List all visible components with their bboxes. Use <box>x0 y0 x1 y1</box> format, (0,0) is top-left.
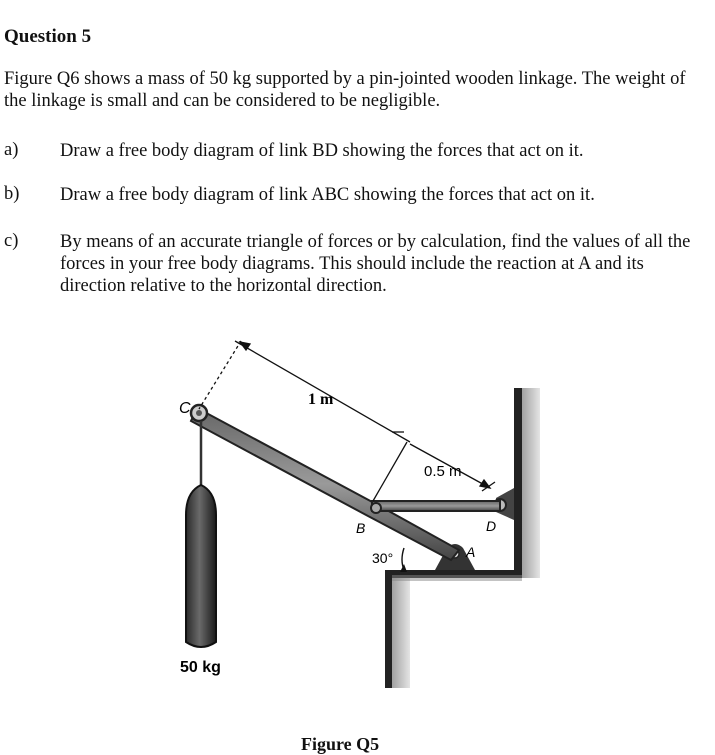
question-intro: Figure Q6 shows a mass of 50 kg supported by a pin-jointed wooden linkage. The weight of the linkage is small and can be considered to be negligible. <box>4 69 686 111</box>
label-angle: 30° <box>372 550 394 566</box>
part-b-text: Draw a free body diagram of link ABC showing the forces that act on it. <box>60 185 595 205</box>
label-mass: 50 kg <box>180 659 221 676</box>
question-heading: Question 5 <box>4 26 92 47</box>
label-point-b: B <box>356 520 366 536</box>
joint-b <box>371 503 381 513</box>
part-c-label: c) <box>4 231 19 251</box>
link-abc <box>191 408 459 560</box>
label-point-a: A <box>466 544 476 560</box>
label-dim-1m: 1 m <box>308 391 334 408</box>
label-point-c: C <box>179 400 191 417</box>
part-b-label: b) <box>4 184 20 204</box>
mass-50kg <box>186 485 216 647</box>
joint-c <box>191 405 207 421</box>
linkage-figure <box>0 320 715 730</box>
angle-arrow <box>400 564 407 572</box>
part-a-text: Draw a free body diagram of link BD showing the forces that act on it. <box>60 141 584 161</box>
label-dim-0.5m: 0.5 m <box>424 463 462 480</box>
label-point-d: D <box>486 518 497 534</box>
part-c-text: By means of an accurate triangle of forces or by calculation, find the values of all the forces in your free body diagrams. This should include the reaction at A and its direction relative to the horizontal direction. <box>60 232 691 296</box>
part-a-label: a) <box>4 140 19 160</box>
link-bd <box>372 501 500 511</box>
figure-caption: Figure Q5 <box>301 734 380 754</box>
